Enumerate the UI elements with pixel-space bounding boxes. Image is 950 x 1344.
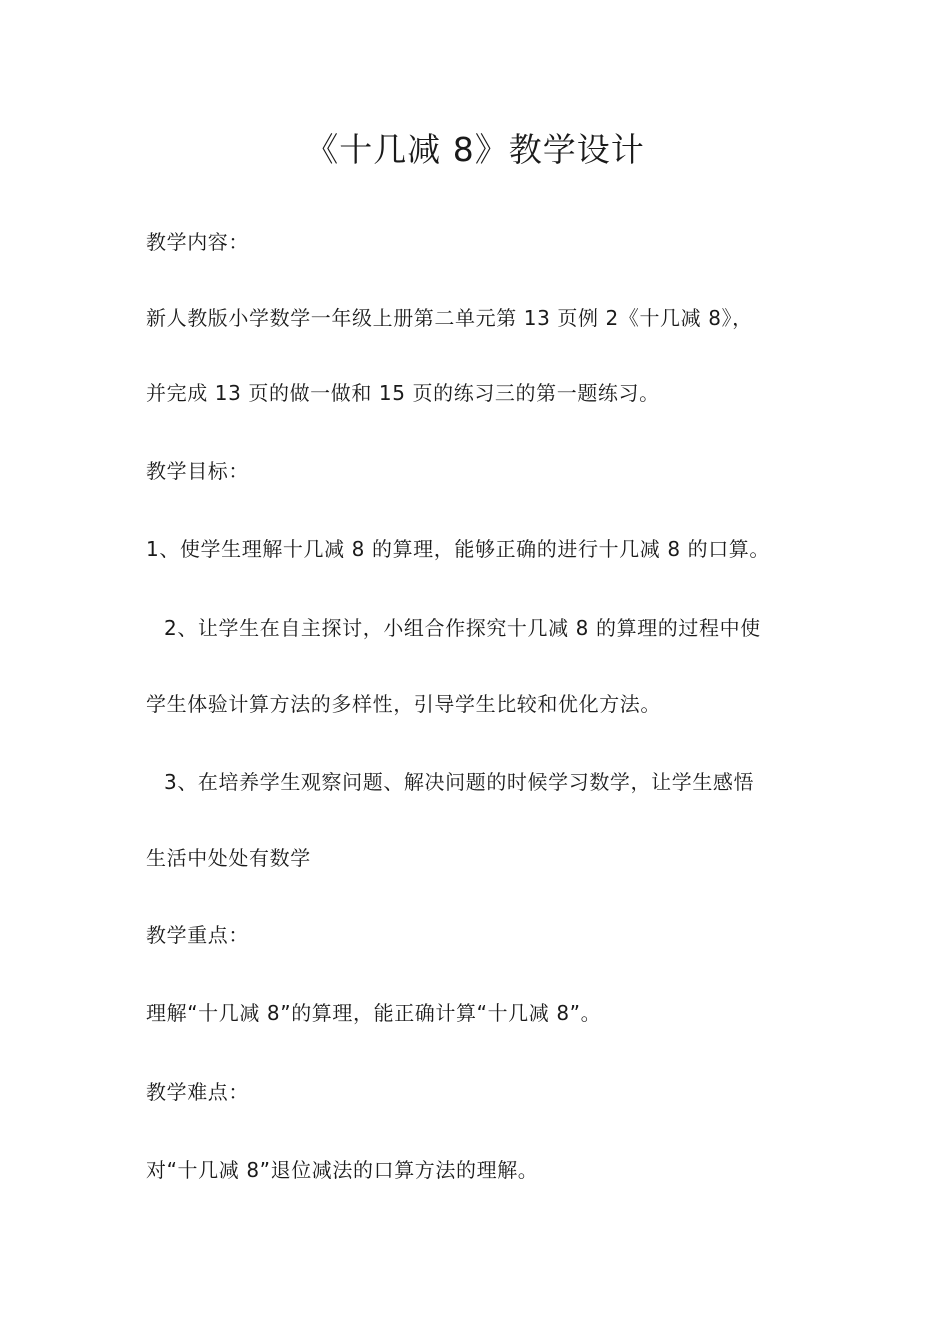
goal-item-1: 1、使学生理解十几减 8 的算理，能够正确的进行十几减 8 的口算。 [146,537,771,561]
goal-item-3: 3、在培养学生观察问题、解决问题的时候学习数学，让学生感悟 [164,770,755,794]
key-point-text: 理解“十几减 8”的算理，能正确计算“十几减 8”。 [146,1001,602,1025]
section-heading-teaching-content: 教学内容： [146,230,249,254]
paragraph-line: 并完成 13 页的做一做和 15 页的练习三的第一题练习。 [146,381,660,405]
goal-item-2-continued: 学生体验计算方法的多样性，引导学生比较和优化方法。 [146,692,661,716]
section-heading-key-point: 教学重点： [146,923,249,947]
section-heading-difficulty: 教学难点： [146,1080,249,1104]
section-heading-teaching-goals: 教学目标： [146,459,249,483]
goal-item-2: 2、让学生在自主探讨，小组合作探究十几减 8 的算理的过程中使 [164,616,761,640]
paragraph-line: 新人教版小学数学一年级上册第二单元第 13 页例 2《十几减 8》， [146,306,753,330]
goal-item-3-continued: 生活中处处有数学 [146,846,311,870]
document-title: 《十几减 8》教学设计 [305,130,645,169]
difficulty-text: 对“十几减 8”退位减法的口算方法的理解。 [146,1158,539,1182]
